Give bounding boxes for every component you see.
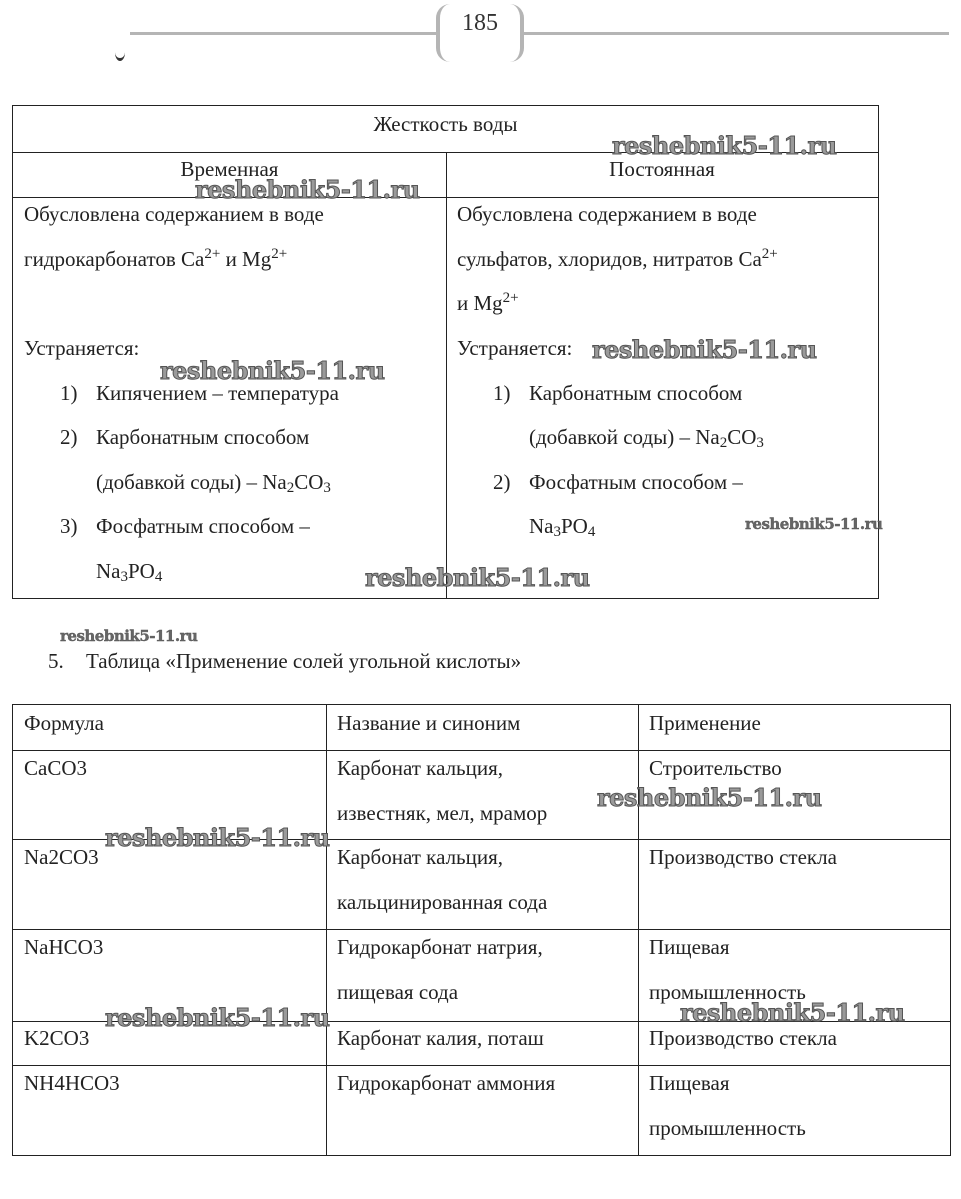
table-title: Жесткость воды	[373, 112, 518, 136]
use-cell-line: промышленность	[649, 1116, 806, 1140]
list-number: 2)	[60, 425, 78, 449]
list-item: Фосфатным способом –	[96, 514, 310, 538]
temporary-removal-label: Устраняется:	[24, 336, 140, 360]
formula-cell: Na2CO3	[24, 845, 99, 869]
row-divider	[13, 750, 950, 751]
list-number: 2)	[493, 470, 511, 494]
watermark: reshebnik5-11.ru	[592, 335, 817, 364]
name-cell-line: известняк, мел, мрамор	[337, 801, 548, 825]
list-item: $Na_3PO_4$	[96, 559, 163, 585]
name-cell-line: пищевая сода	[337, 980, 459, 1004]
name-cell-line: Гидрокарбонат натрия,	[337, 935, 543, 959]
formula-cell: CaCO3	[24, 756, 87, 780]
permanent-cause-line: и $Mg^{2+}$	[457, 290, 519, 315]
list-item: Фосфатным способом –	[529, 470, 743, 494]
watermark: reshebnik5-11.ru	[745, 515, 883, 533]
list-item: Карбонатным способом	[529, 381, 743, 405]
header-use: Применение	[649, 711, 761, 735]
list-number: 3)	[60, 514, 78, 538]
header-name: Название и синоним	[337, 711, 521, 735]
list-item: Кипячением – температура	[96, 381, 339, 405]
temporary-cause-line: гидрокарбонатов $Ca^{2+}$ и $Mg^{2+}$	[24, 246, 288, 271]
list-item: $Na_3PO_4$	[529, 514, 596, 540]
row-divider	[13, 929, 950, 930]
header-formula: Формула	[24, 711, 104, 735]
formula-cell: K2CO3	[24, 1026, 90, 1050]
watermark: reshebnik5-11.ru	[60, 627, 198, 645]
formula-cell: NaHCO3	[24, 935, 104, 959]
column-header-permanent: Постоянная	[609, 157, 715, 181]
permanent-cause-line: сульфатов, хлоридов, нитратов $Ca^{2+}$	[457, 246, 778, 271]
use-cell-line: Пищевая	[649, 935, 730, 959]
column-divider	[638, 705, 639, 1155]
list-item: (добавкой соды) – $Na_2CO_3$	[529, 425, 764, 451]
stray-mark	[115, 44, 125, 61]
name-cell-line: Карбонат калия, поташ	[337, 1026, 544, 1050]
watermark: reshebnik5-11.ru	[160, 356, 385, 385]
watermark: reshebnik5-11.ru	[195, 175, 420, 204]
temporary-cause-line: Обусловлена содержанием в воде	[24, 202, 324, 226]
header-rule-left	[130, 32, 436, 35]
watermark: reshebnik5-11.ru	[680, 998, 905, 1027]
watermark: reshebnik5-11.ru	[105, 823, 330, 852]
list-number: 1)	[60, 381, 78, 405]
row-divider	[13, 1065, 950, 1066]
column-header-temporary: Временная	[180, 157, 279, 181]
list-item: (добавкой соды) – $Na_2CO_3$	[96, 470, 331, 496]
page-number: 185	[462, 10, 498, 36]
use-cell-line: Производство стекла	[649, 1026, 837, 1050]
name-cell-line: Карбонат кальция,	[337, 845, 504, 869]
column-divider	[326, 705, 327, 1155]
list-number: 1)	[493, 381, 511, 405]
permanent-removal-label: Устраняется:	[457, 336, 573, 360]
watermark: reshebnik5-11.ru	[105, 1003, 330, 1032]
carbonate-salts-table	[12, 704, 951, 1156]
watermark: reshebnik5-11.ru	[597, 783, 822, 812]
name-cell-line: кальцинированная сода	[337, 890, 548, 914]
name-cell-line: Карбонат кальция,	[337, 756, 504, 780]
formula-cell: NH4HCO3	[24, 1071, 120, 1095]
permanent-cause-line: Обусловлена содержанием в воде	[457, 202, 757, 226]
use-cell-line: Пищевая	[649, 1071, 730, 1095]
use-cell-line: Производство стекла	[649, 845, 837, 869]
header-rule-right	[524, 32, 949, 35]
list-item: Карбонатным способом	[96, 425, 310, 449]
use-cell-line: промышленность	[649, 980, 806, 1004]
watermark: reshebnik5-11.ru	[612, 131, 837, 160]
use-cell-line: Строительство	[649, 756, 782, 780]
name-cell-line: Гидрокарбонат аммония	[337, 1071, 556, 1095]
watermark: reshebnik5-11.ru	[365, 563, 590, 592]
section-number: 5.	[48, 649, 64, 673]
column-divider	[446, 152, 447, 598]
section-title: Таблица «Применение солей угольной кислоты»	[86, 649, 522, 673]
